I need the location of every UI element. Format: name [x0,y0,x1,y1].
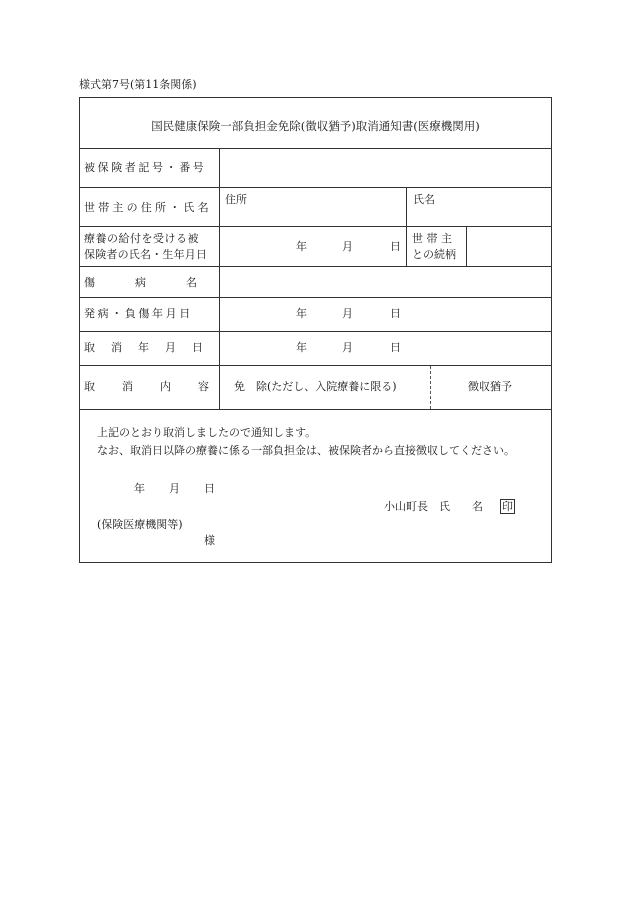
recipient-label-line1: 療養の給付を受ける被 [84,232,199,245]
addressee-label: (保険医療機関等) [97,518,183,531]
row-divider [80,266,551,267]
notice-line-1: 上記のとおり取消しましたので通知します。 [97,426,317,439]
row-divider [80,148,551,149]
cancel-month-label: 月 [342,341,353,354]
onset-year-label: 年 [296,307,307,320]
householder-label: 世帯主の住所・氏名 [84,201,212,214]
option-exemption[interactable]: 免 除(ただし、入院療養に限る) [234,380,397,393]
onset-day-label: 日 [390,307,401,320]
seal-text: 印 [502,500,513,513]
issuer-label: 小山町長 氏 名 [384,500,483,513]
form-number: 様式第7号(第11条関係) [79,78,197,91]
notice-year-label: 年 [134,482,145,495]
birth-day-label: 日 [390,240,401,253]
notice-day-label: 日 [204,482,215,495]
relation-label-line1: 世 帯 主 [412,232,452,245]
cancel-date-label: 取消年月日 [84,341,219,354]
cancel-day-label: 日 [390,341,401,354]
recipient-label-line2: 保険者の氏名・生年月日 [84,248,208,261]
insured-id-field[interactable] [226,153,401,181]
cancel-content-label: 取消内容 [84,380,236,393]
birth-month-label: 月 [342,240,353,253]
row-divider [80,365,551,366]
notice-month-label: 月 [169,482,180,495]
cancel-year-label: 年 [296,341,307,354]
row-divider [80,409,551,410]
seal-mark [500,499,515,514]
onset-date-label: 発病・負傷年月日 [84,307,193,320]
birth-year-label: 年 [296,240,307,253]
row-divider [80,187,551,188]
householder-name-label: 氏名 [413,193,435,206]
disease-label: 傷病名 [84,276,237,289]
notice-form [79,97,552,563]
relation-column-divider [466,226,467,266]
row-divider [80,226,551,227]
address-label: 住所 [225,193,247,206]
value-column-divider [406,187,407,266]
row-divider [80,331,551,332]
insured-id-label [84,162,214,173]
option-divider [430,366,431,409]
form-title: 国民健康保険一部負担金免除(徴収猶予)取消通知書(医療機関用) [151,119,480,133]
honorific-label: 様 [204,534,215,547]
onset-month-label: 月 [342,307,353,320]
relation-label-line2: との続柄 [412,248,456,261]
insured-id-label-text: 被保険者記号・番号 [84,161,207,174]
row-divider [80,297,551,298]
option-deferral[interactable]: 徴収猶予 [468,380,512,393]
notice-line-2: なお、取消日以降の療養に係る一部負担金は、被保険者から直接徴収してください。 [97,444,515,457]
